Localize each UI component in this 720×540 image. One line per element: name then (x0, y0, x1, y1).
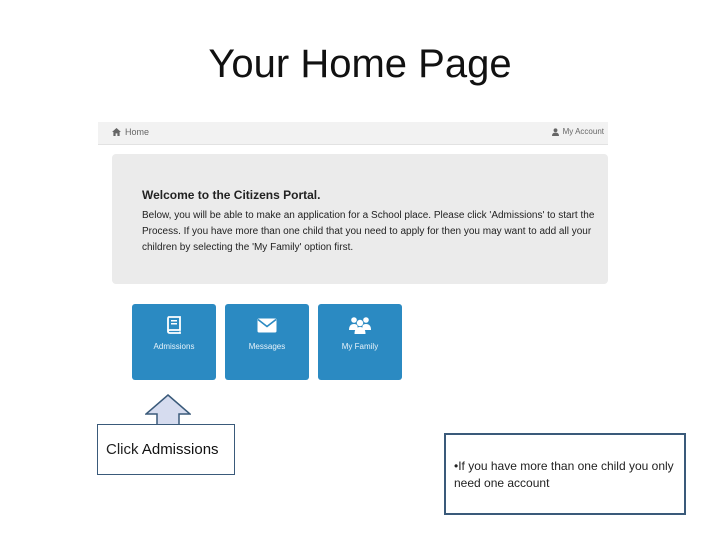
my-family-label: My Family (341, 342, 379, 351)
home-link[interactable] (112, 127, 149, 137)
my-family-tile[interactable] (318, 304, 402, 380)
envelope-icon (257, 318, 277, 333)
my-account-label: My Account (562, 127, 604, 136)
slide-title: Your Home Page (208, 42, 512, 86)
portal-nav-bar (98, 122, 608, 145)
welcome-panel (112, 154, 608, 284)
admissions-label: Admissions (153, 342, 195, 351)
my-account-link[interactable] (552, 127, 604, 136)
up-arrow-callout-icon (145, 394, 191, 426)
welcome-text: Below, you will be able to make an application for a School place. Please click 'Admissions' to start the Process. If you have more than one child that you need to apply for then you may want to add all your children by selecting the 'My Family' option first. (142, 210, 595, 253)
book-icon (165, 316, 183, 334)
click-admissions-callout (97, 424, 235, 475)
admissions-tile[interactable] (132, 304, 216, 380)
one-account-note: •If you have more than one child you only need one account (444, 433, 686, 515)
user-icon (552, 128, 559, 136)
home-label: Home (125, 127, 150, 137)
users-icon (349, 316, 371, 334)
callout-emphasis: Admissions (141, 441, 219, 458)
callout-prefix: Click (106, 441, 142, 458)
welcome-heading: Welcome to the Citizens Portal. (142, 188, 321, 202)
messages-label: Messages (248, 342, 286, 351)
messages-tile[interactable] (225, 304, 309, 380)
home-icon (112, 128, 121, 136)
